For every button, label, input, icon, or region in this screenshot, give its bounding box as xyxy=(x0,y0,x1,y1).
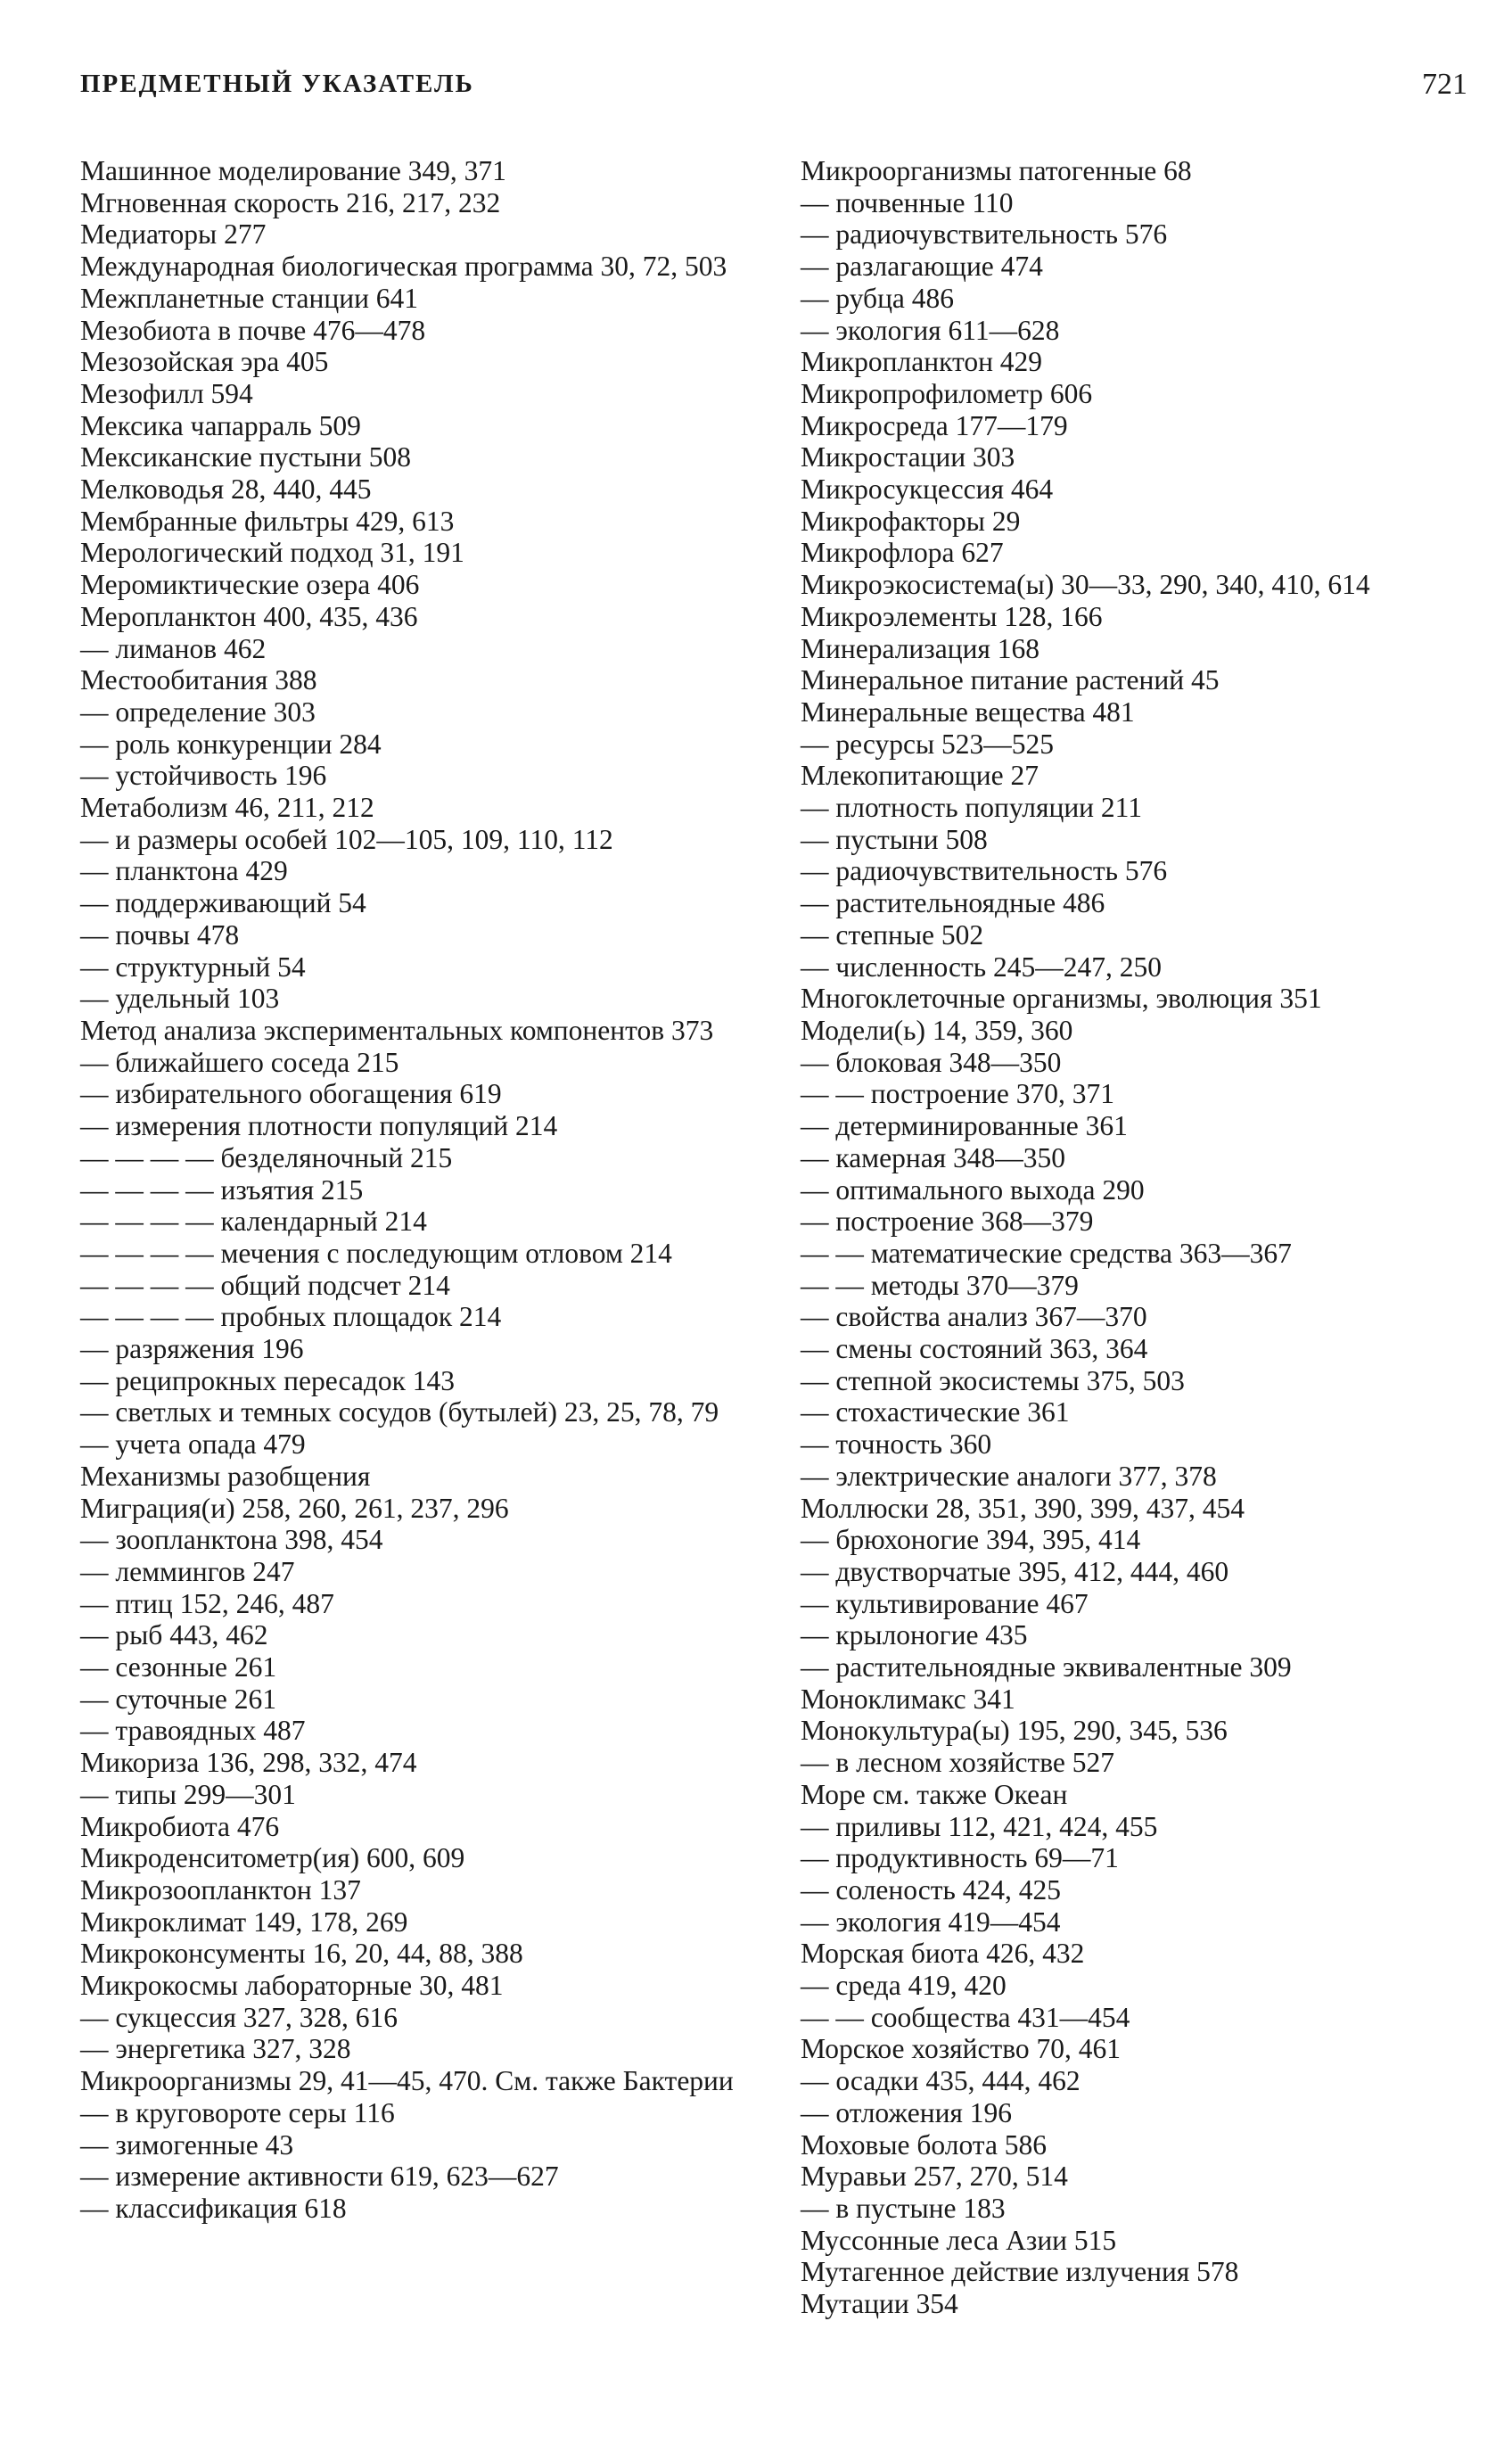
index-entry: — — сообщества 431—454 xyxy=(801,2001,1130,2033)
index-entry: — ближайшего соседа 215 xyxy=(80,1046,399,1078)
index-entry: — почвенные 110 xyxy=(801,186,1014,218)
index-entry: — степные 502 xyxy=(801,918,984,951)
index-entry: — плотность популяции 211 xyxy=(801,792,1142,824)
index-entry: Микроклимат 149, 178, 269 xyxy=(80,1906,408,1938)
index-entry: — в круговороте серы 116 xyxy=(80,2096,395,2128)
index-entry: Миграция(и) 258, 260, 261, 237, 296 xyxy=(80,1492,509,1524)
index-entry: — электрические аналоги 377, 378 xyxy=(801,1460,1217,1492)
index-entry: — структурный 54 xyxy=(80,951,306,983)
index-entry: — детерминированные 361 xyxy=(801,1110,1128,1142)
index-entry: Микроэкосистема(ы) 30—33, 290, 340, 410, 614 xyxy=(801,569,1370,601)
index-entry: Монокультура(ы) 195, 290, 345, 536 xyxy=(801,1715,1228,1747)
index-entry: — травоядных 487 xyxy=(80,1715,306,1747)
index-entry: Мексика чапарраль 509 xyxy=(80,409,361,441)
index-entry: — смены состояний 363, 364 xyxy=(801,1333,1148,1365)
index-entry: — брюхоногие 394, 395, 414 xyxy=(801,1524,1141,1556)
index-entry: — типы 299—301 xyxy=(80,1778,296,1810)
index-entry: Местообитания 388 xyxy=(80,664,317,696)
index-entry: — сукцессия 327, 328, 616 xyxy=(80,2001,399,2033)
index-entry: Меропланктон 400, 435, 436 xyxy=(80,600,418,632)
page-header-title: ПРЕДМЕТНЫЙ УКАЗАТЕЛЬ xyxy=(80,70,474,98)
index-entry: Механизмы разобщения xyxy=(80,1460,371,1492)
index-entry: Микробиота 476 xyxy=(80,1810,280,1842)
index-entry: — степной экосистемы 375, 503 xyxy=(801,1364,1185,1396)
index-entry: — измерения плотности популяций 214 xyxy=(80,1110,558,1142)
index-entry: Мелководья 28, 440, 445 xyxy=(80,473,372,506)
index-entry: Моллюски 28, 351, 390, 399, 437, 454 xyxy=(801,1492,1245,1524)
index-entry: — построение 368—379 xyxy=(801,1206,1094,1238)
index-entry: — блоковая 348—350 xyxy=(801,1046,1062,1078)
index-entry: — культивирование 467 xyxy=(801,1587,1089,1619)
index-entry: Микрофакторы 29 xyxy=(801,505,1021,537)
index-entry: — пустыни 508 xyxy=(801,823,988,855)
index-entry: — удельный 103 xyxy=(80,983,280,1015)
index-entry: — поддерживающий 54 xyxy=(80,887,366,919)
index-entry: Мерологический подход 31, 191 xyxy=(80,537,464,569)
index-entry: — суточные 261 xyxy=(80,1683,276,1715)
index-entry: Мезозойская эра 405 xyxy=(80,346,329,378)
index-entry: — соленость 424, 425 xyxy=(801,1873,1062,1906)
index-entry: Муссонные леса Азии 515 xyxy=(801,2224,1117,2256)
index-entry: — светлых и темных сосудов (бутылей) 23, 25, 78, 79 xyxy=(80,1396,719,1428)
index-entry: — зимогенные 43 xyxy=(80,2128,294,2161)
index-entry: — точность 360 xyxy=(801,1428,992,1461)
index-entry: Море см. также Океан xyxy=(801,1778,1068,1810)
index-entry: Меромиктические озера 406 xyxy=(80,569,420,601)
index-entry: Мгновенная скорость 216, 217, 232 xyxy=(80,186,501,218)
index-entry: Мексиканские пустыни 508 xyxy=(80,441,411,473)
index-entry: Минеральное питание растений 45 xyxy=(801,664,1220,696)
index-entry: — устойчивость 196 xyxy=(80,760,327,792)
index-column-right xyxy=(801,155,1467,2320)
index-entry: — приливы 112, 421, 424, 455 xyxy=(801,1810,1158,1842)
index-entry: — — — — пробных площадок 214 xyxy=(80,1301,502,1333)
index-entry: Микропрофилометр 606 xyxy=(801,377,1093,409)
index-entry: — в лесном хозяйстве 527 xyxy=(801,1747,1115,1779)
index-entry: Медиаторы 277 xyxy=(80,218,267,251)
index-entry: Микроорганизмы патогенные 68 xyxy=(801,155,1192,186)
index-entry: Международная биологическая программа 30, 72, 503 xyxy=(80,251,727,283)
index-entry: — среда 419, 420 xyxy=(801,1970,1007,2002)
index-entry: — лиманов 462 xyxy=(80,632,267,664)
index-entry: Микрозоопланктон 137 xyxy=(80,1873,361,1906)
index-entry: Машинное моделирование 349, 371 xyxy=(80,155,506,186)
index-entry: Муравьи 257, 270, 514 xyxy=(801,2161,1068,2193)
index-entry: — и размеры особей 102—105, 109, 110, 112 xyxy=(80,823,613,855)
index-entry: Минерализация 168 xyxy=(801,632,1040,664)
index-entry: — планктона 429 xyxy=(80,855,288,887)
index-entry: — отложения 196 xyxy=(801,2096,1013,2128)
index-entry: — экология 419—454 xyxy=(801,1906,1061,1938)
index-entry: Минеральные вещества 481 xyxy=(801,696,1135,728)
index-entry: Микроконсументы 16, 20, 44, 88, 388 xyxy=(80,1938,523,1970)
index-entry: — классификация 618 xyxy=(80,2193,347,2224)
index-entry: Мембранные фильтры 429, 613 xyxy=(80,505,455,537)
index-entry: Морское хозяйство 70, 461 xyxy=(801,2033,1122,2065)
index-entry: — птиц 152, 246, 487 xyxy=(80,1587,334,1619)
index-entry: — леммингов 247 xyxy=(80,1555,295,1587)
page-number: 721 xyxy=(1422,68,1467,101)
index-entry: — сезонные 261 xyxy=(80,1651,277,1683)
index-entry: — численность 245—247, 250 xyxy=(801,951,1162,983)
index-entry: Межпланетные станции 641 xyxy=(80,282,419,314)
index-entry: Микроорганизмы 29, 41—45, 470. См. также Бактерии xyxy=(80,2065,734,2097)
index-entry: — — — — изъятия 215 xyxy=(80,1173,364,1206)
index-entry: Микроденситометр(ия) 600, 609 xyxy=(80,1842,465,1874)
index-entry: Микропланктон 429 xyxy=(801,346,1043,378)
index-entry: — свойства анализ 367—370 xyxy=(801,1301,1147,1333)
index-entry: — — математические средства 363—367 xyxy=(801,1237,1292,1269)
index-entry: Морская биота 426, 432 xyxy=(801,1938,1085,1970)
index-entry: — рыб 443, 462 xyxy=(80,1619,268,1651)
index-entry: — почвы 478 xyxy=(80,918,240,951)
index-entry: — учета опада 479 xyxy=(80,1428,306,1461)
index-entry: — — — — общий подсчет 214 xyxy=(80,1269,450,1301)
index-entry: Микростации 303 xyxy=(801,441,1015,473)
index-entry: — рубца 486 xyxy=(801,282,955,314)
index-entry: — измерение активности 619, 623—627 xyxy=(80,2161,559,2193)
index-entry: — двустворчатые 395, 412, 444, 460 xyxy=(801,1555,1229,1587)
index-entry: — роль конкуренции 284 xyxy=(80,728,382,760)
index-entry: — — построение 370, 371 xyxy=(801,1078,1114,1110)
index-entry: — растительноядные 486 xyxy=(801,887,1105,919)
index-entry: — избирательного обогащения 619 xyxy=(80,1078,502,1110)
running-head xyxy=(0,70,1512,114)
index-entry: Многоклеточные организмы, эволюция 351 xyxy=(801,983,1322,1015)
index-entry: Микрофлора 627 xyxy=(801,537,1004,569)
index-entry: — оптимального выхода 290 xyxy=(801,1173,1145,1206)
index-entry: Метаболизм 46, 211, 212 xyxy=(80,792,374,824)
index-entry: Микросреда 177—179 xyxy=(801,409,1068,441)
index-entry: Моховые болота 586 xyxy=(801,2128,1048,2161)
index-entry: — радиочувствительность 576 xyxy=(801,855,1168,887)
index-entry: — энергетика 327, 328 xyxy=(80,2033,351,2065)
index-entry: Моноклимакс 341 xyxy=(801,1683,1015,1715)
index-entry: — — — — безделяночный 215 xyxy=(80,1141,453,1173)
index-entry: — реципрокных пересадок 143 xyxy=(80,1364,456,1396)
index-entry: Микрокосмы лабораторные 30, 481 xyxy=(80,1970,504,2002)
index-entry: — осадки 435, 444, 462 xyxy=(801,2065,1081,2097)
index-entry: Мезофилл 594 xyxy=(80,377,253,409)
index-entry: — радиочувствительность 576 xyxy=(801,218,1168,251)
index-entry: Млекопитающие 27 xyxy=(801,760,1040,792)
index-entry: — разряжения 196 xyxy=(80,1333,304,1365)
index-entry: — зоопланктона 398, 454 xyxy=(80,1524,383,1556)
index-entry: Мутации 354 xyxy=(801,2288,958,2320)
index-entry: Мутагенное действие излучения 578 xyxy=(801,2256,1239,2288)
index-entry: — продуктивность 69—71 xyxy=(801,1842,1119,1874)
index-entry: — растительноядные эквивалентные 309 xyxy=(801,1651,1292,1683)
index-entry: — — методы 370—379 xyxy=(801,1269,1079,1301)
index-entry: — — — — календарный 214 xyxy=(80,1206,427,1238)
index-entry: — определение 303 xyxy=(80,696,316,728)
index-entry: — крылоногие 435 xyxy=(801,1619,1028,1651)
index-entry: — разлагающие 474 xyxy=(801,251,1043,283)
index-entry: — стохастические 361 xyxy=(801,1396,1070,1428)
index-column-left xyxy=(80,155,751,2225)
index-entry: — в пустыне 183 xyxy=(801,2193,1006,2224)
index-entry: Микроэлементы 128, 166 xyxy=(801,600,1103,632)
index-entry: Микориза 136, 298, 332, 474 xyxy=(80,1747,417,1779)
index-entry: Микросукцессия 464 xyxy=(801,473,1054,506)
index-entry: — ресурсы 523—525 xyxy=(801,728,1054,760)
index-entry: — экология 611—628 xyxy=(801,314,1060,346)
index-entry: Модели(ь) 14, 359, 360 xyxy=(801,1014,1073,1046)
index-entry: — камерная 348—350 xyxy=(801,1141,1066,1173)
index-entry: Метод анализа экспериментальных компонентов 373 xyxy=(80,1014,714,1046)
index-entry: — — — — мечения с последующим отловом 214 xyxy=(80,1237,672,1269)
index-entry: Мезобиота в почве 476—478 xyxy=(80,314,426,346)
